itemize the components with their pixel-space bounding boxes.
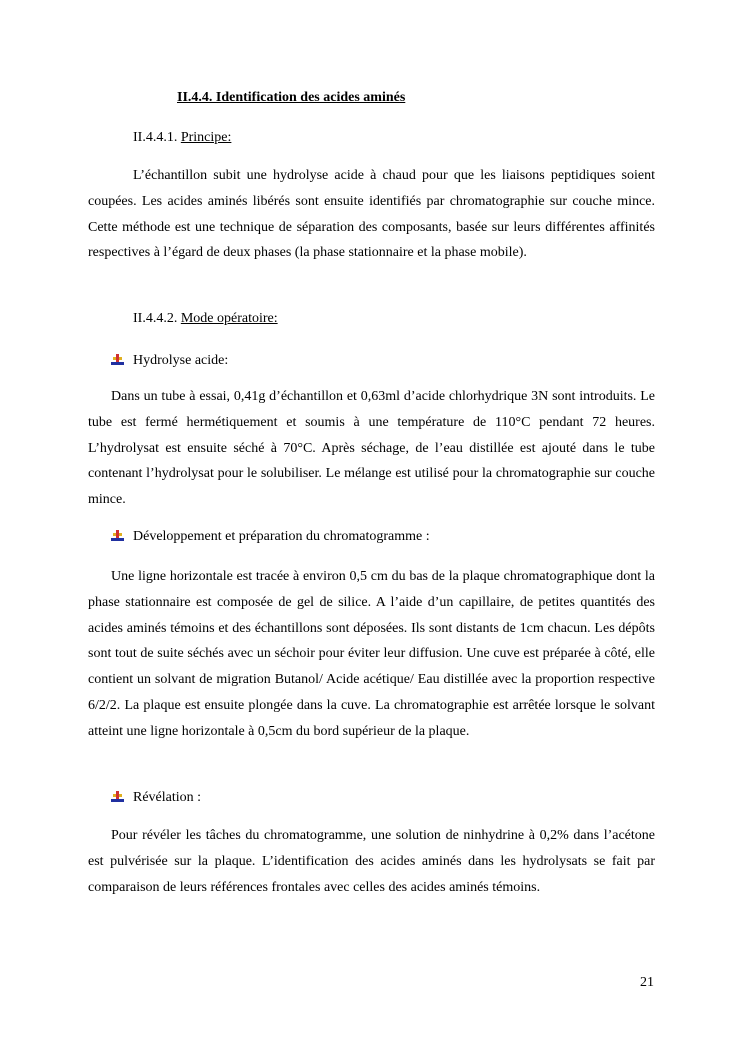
subsection-principe-number: II.4.4.1. <box>133 130 181 145</box>
arrow-bullet-svg <box>110 354 124 368</box>
bullet-horizontal-bar <box>111 799 124 802</box>
bullet-hydrolyse-label: Hydrolyse acide: <box>133 353 229 368</box>
principe-paragraph: L’échantillon subit une hydrolyse acide à chaud pour que les liaisons peptidiques soient coupées. Les acides aminés libérés sont ensuite identifiés par chromatographie sur couche mince. Cette méthode est une technique de séparation des composants, basée sur leurs différentes affinités respectives à l’égard de deux phases (la phase stationnaire et la phase mobile). <box>88 168 655 261</box>
developpement-paragraph: Une ligne horizontale est tracée à environ 0,5 cm du bas de la plaque chromatographique dont la phase stationnaire est composée de gel de silice. A l’aide d’un capillaire, de petites quantités des acides aminés témoins et des échantillons sont déposées. Ils sont distants de 1cm chacun. Les dépôts sont tout de suite séchés avec un séchoir pour éviter leur diffusion. Une cuve est préparée à côté, elle contient un solvant de migration Butanol/ Acide acétique/ Eau distillée avec la proportion respective 6/2/2. La plaque est ensuite plongée dans la cuve. La chromatographie est arrêtée lorsque le solvant atteint une ligne horizontale à 0,5cm du bord supérieur de la plaque. <box>88 569 655 739</box>
subsection-mode-number: II.4.4.2. <box>133 311 181 326</box>
revelation-paragraph: Pour révéler les tâches du chromatogramme, une solution de ninhydrine à 0,2% dans l’acétone est pulvérisée sur la plaque. L’identification des acides aminés dans les hydrolysats se fait par comparaison de leurs références frontales avec celles des acides aminés témoins. <box>88 828 655 895</box>
bullet-accent <box>113 533 116 536</box>
arrow-bullet-icon <box>110 354 124 368</box>
bullet-accent <box>119 357 122 360</box>
section-heading: II.4.4. Identification des acides aminés <box>177 90 406 105</box>
page-number: 21 <box>640 975 654 990</box>
subsection-mode-operatoire <box>133 310 278 328</box>
bullet-hydrolyse <box>110 352 228 370</box>
bullet-revelation <box>110 789 201 807</box>
subsection-principe-title: Principe: <box>180 130 232 145</box>
bullet-revelation-label: Révélation : <box>133 790 202 805</box>
arrow-bullet-svg <box>110 791 124 805</box>
arrow-bullet-svg <box>110 530 124 544</box>
bullet-horizontal-bar <box>111 538 124 541</box>
subsection-principe <box>133 129 231 147</box>
arrow-bullet-icon <box>110 530 124 544</box>
bullet-developpement <box>110 528 430 546</box>
bullet-accent <box>119 794 122 797</box>
bullet-accent <box>119 533 122 536</box>
arrow-bullet-icon <box>110 791 124 805</box>
hydrolyse-paragraph: Dans un tube à essai, 0,41g d’échantillon et 0,63ml d’acide chlorhydrique 3N sont introduits. Le tube est fermé hermétiquement et soumis à une température de 110°C pendant 72 heures. L’hydrolysat est ensuite séché à 70°C. Après séchage, de l’eau distillée est ajouté dans le tube contenant l’hydrolysat pour le solubiliser. Le mélange est utilisé pour la chromatographie sur couche mince. <box>88 389 655 508</box>
bullet-accent <box>113 794 116 797</box>
bullet-horizontal-bar <box>111 362 124 365</box>
bullet-developpement-label: Développement et préparation du chromatogramme : <box>133 529 430 544</box>
subsection-mode-title: Mode opératoire: <box>180 311 278 326</box>
bullet-accent <box>113 357 116 360</box>
